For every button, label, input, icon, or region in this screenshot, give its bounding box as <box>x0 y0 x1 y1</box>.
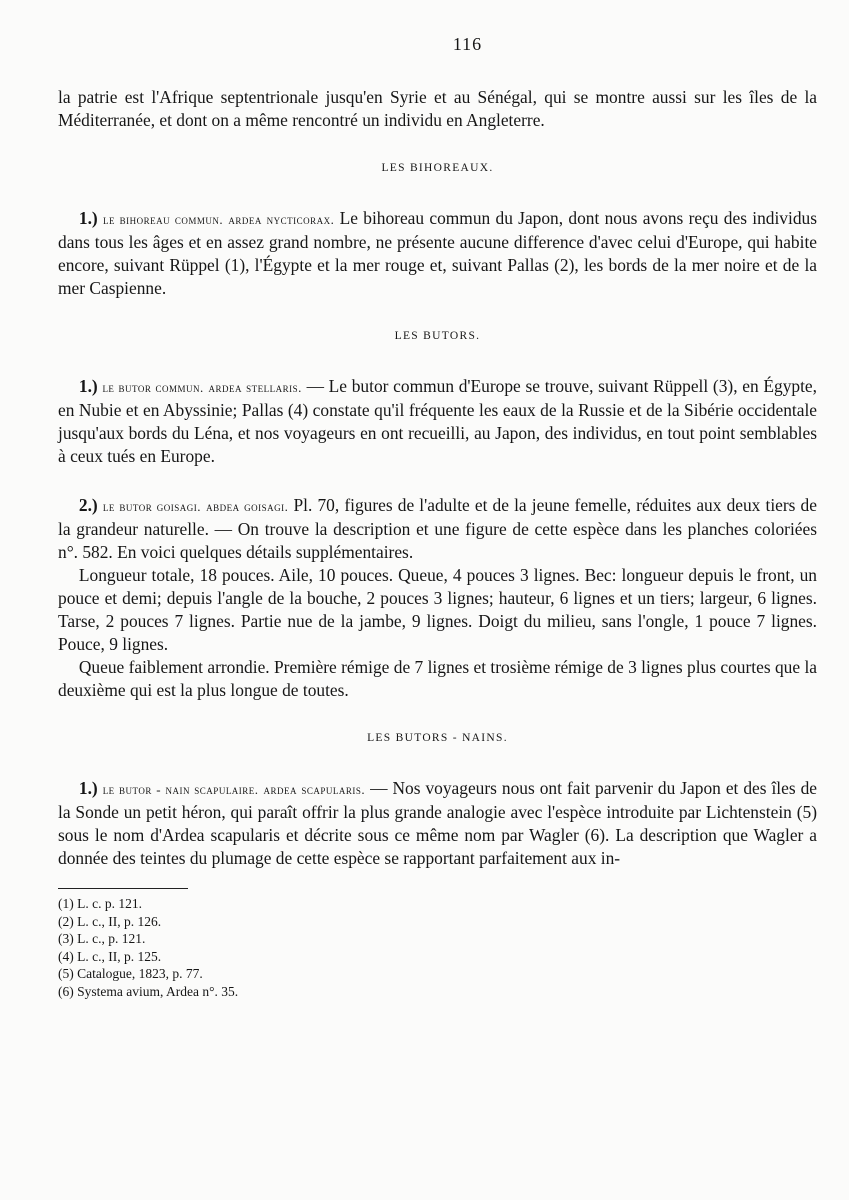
footnote-4: (4) L. c., II, p. 125. <box>58 948 162 964</box>
entry-butor-goisagi <box>58 494 817 564</box>
entry-text: Pl. 70, figures de l'adulte et de la jeune femelle, réduites aux deux tiers de la grandeur naturelle. — On trouve la description et une figure de cette espèce dans les planches coloriées n°. 582. En voici quelques détails supplémentaires. <box>58 495 817 562</box>
footnote-divider <box>58 888 188 889</box>
page-number: 116 <box>452 34 483 54</box>
species-name: le butor goisagi. <box>102 499 201 514</box>
entry-text: — Nos voyageurs nous ont fait parvenir du Japon et des îles de la Sonde un petit héron, qui paraît offrir la plus grande analogie avec l'espèce introduite par Lichtenstein (5) sous le nom d'Ardea scapularis et décrite sous ce même nom par Wagler (6). La description que Wagler a donnée des teintes du plumage de cette espèce se rapportant parfaitement aux in- <box>58 778 817 868</box>
footnote-6: (6) Systema avium, Ardea n°. 35. <box>58 983 239 999</box>
goisagi-measurements: Longueur totale, 18 pouces. Aile, 10 pouces. Queue, 4 pouces 3 lignes. Bec: longueur depuis le front, un pouce et demi; depuis l'angle de la bouche, 2 pouces 3 lignes; hauteur, 6 lignes et un tiers; largeur, 6 lignes. Tarse, 2 pouces 7 lignes. Partie nue de la jambe, 9 lignes. Doigt du milieu, sans l'ongle, 1 pouce 7 lignes. Pouce, 9 lignes. <box>58 565 817 654</box>
entry-butor-commun <box>58 375 817 468</box>
footnote-3: (3) L. c., p. 121. <box>58 931 146 946</box>
section-heading-butors: LES BUTORS. <box>394 330 481 342</box>
entry-number: 2.) <box>78 495 98 515</box>
latin-name: abdea goisagi. <box>206 499 289 514</box>
footnote-1: (1) L. c. p. 121. <box>58 896 142 911</box>
entry-number: 1.) <box>78 778 98 798</box>
entry-number: 1.) <box>78 208 98 228</box>
footnotes <box>58 895 817 1000</box>
latin-name: ardea stellaris. <box>208 380 302 395</box>
species-name: le butor commun. <box>102 380 204 395</box>
latin-name: ardea nycticorax. <box>228 212 335 227</box>
entry-text: Le bihoreau commun du Japon, dont nous avons reçu des individus dans tous les âges et en assez grand nombre, ne présente aucune difference d'avec celui d'Europe, qui habite encore, suivant Rüppel (1), l'Égypte et la mer rouge et, suivant Pallas (2), les bords de la mer noire et de la mer Caspienne. <box>58 208 817 298</box>
footnote-5: (5) Catalogue, 1823, p. 77. <box>58 966 203 981</box>
species-name: le bihoreau commun. <box>103 212 224 227</box>
footnote-2: (2) L. c., II, p. 126. <box>58 913 162 929</box>
entry-text: — Le butor commun d'Europe se trouve, suivant Rüppell (3), en Égypte, en Nubie et en Abyssinie; Pallas (4) constate qu'il fréquente les eaux de la Russie et de la Sibérie occidentale jusqu'aux bords du Léna, et nos voyageurs en ont recueilli, au Japon, des individus, en tout point semblables à ceux tués en Europe. <box>58 376 817 466</box>
section-heading-bihoreaux: LES BIHOREAUX. <box>381 162 494 174</box>
intro-paragraph: la patrie est l'Afrique septentrionale jusqu'en Syrie et au Sénégal, qui se montre aussi sur les îles de la Méditerranée, et dont on a même rencontré un individu en Angleterre. <box>58 87 817 130</box>
species-name: le butor - nain scapulaire. <box>102 782 259 797</box>
entry-number: 1.) <box>78 376 98 396</box>
entry-bihoreau-commun <box>58 207 817 300</box>
latin-name: ardea scapularis. <box>263 782 366 797</box>
goisagi-tail-notes: Queue faiblement arrondie. Première rémige de 7 lignes et trosième rémige de 3 lignes plus courtes que la deuxième qui est la plus longue de toutes. <box>58 657 817 700</box>
section-heading-butors-nains: LES BUTORS - NAINS. <box>367 732 508 744</box>
entry-butor-nain-scapulaire <box>58 777 817 870</box>
